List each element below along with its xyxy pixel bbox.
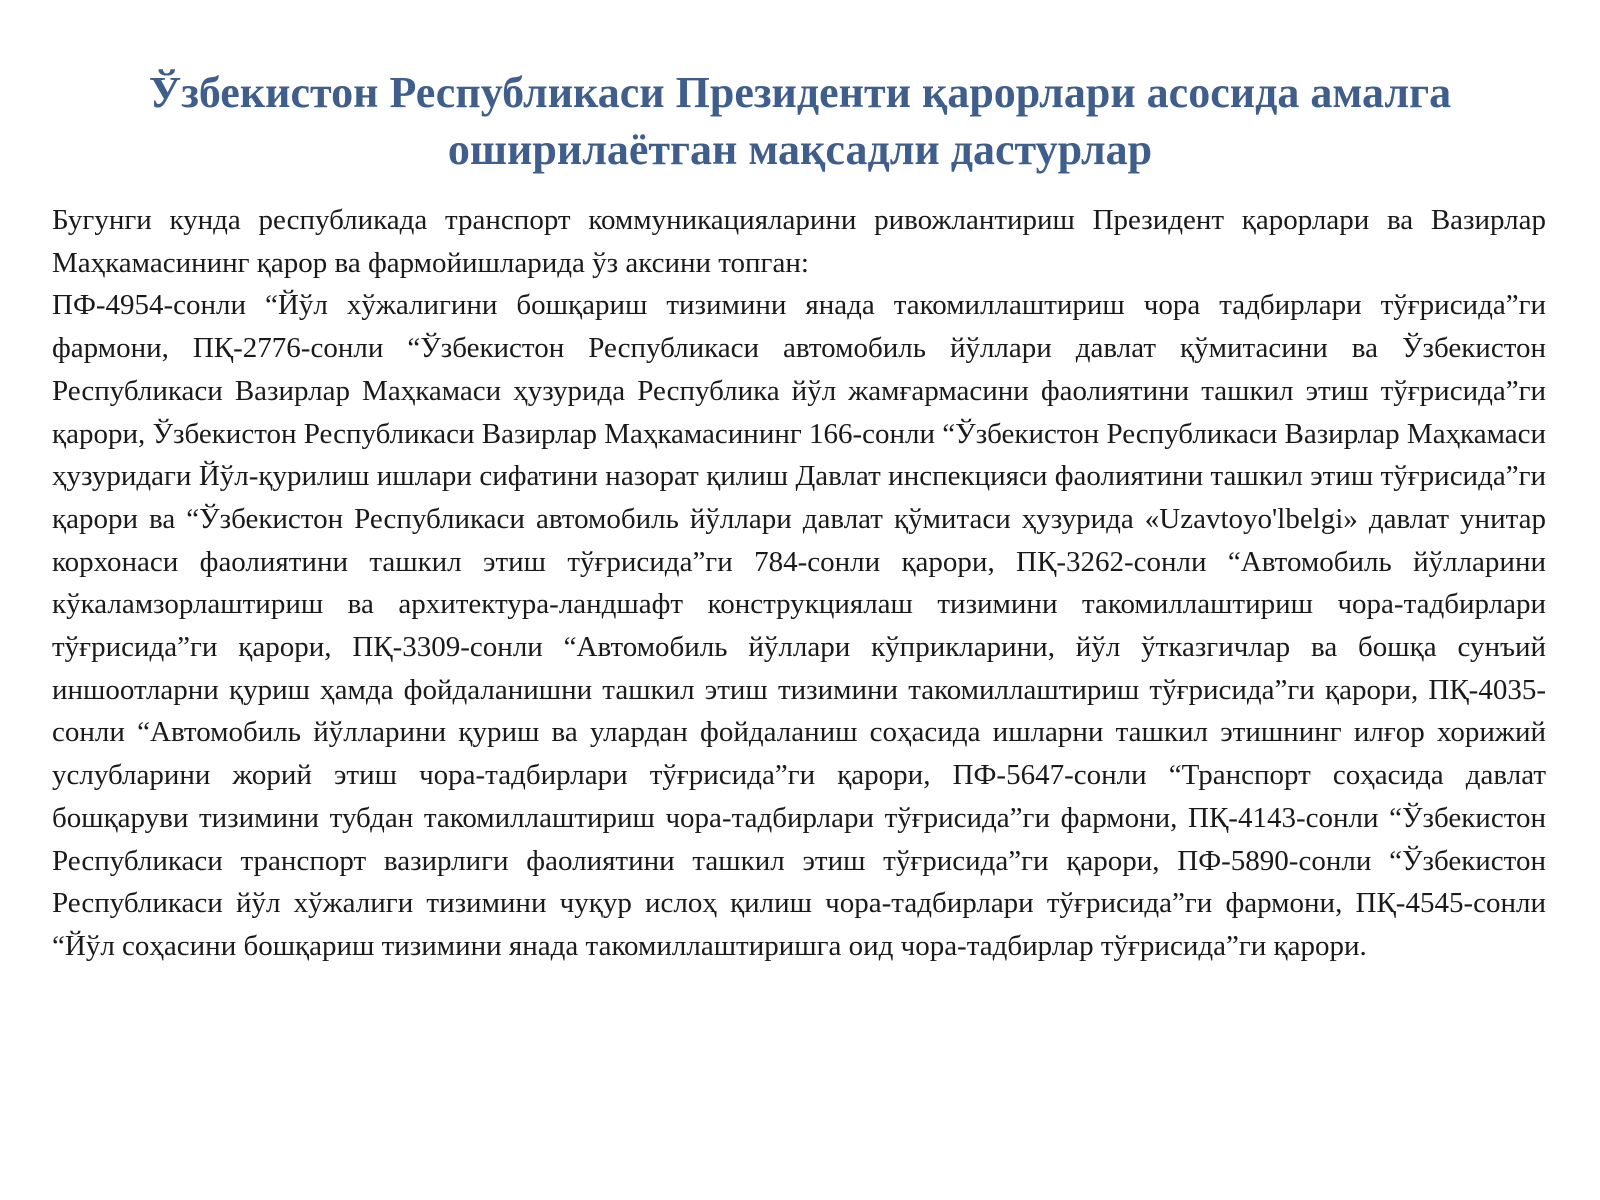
intro-paragraph: Бугунги кунда республикада транспорт коммуникацияларини ривожлантириш Президент қарорлари ва Вазирлар Маҳкамасининг қарор ва фармойишларида ўз аксини топган: xyxy=(52,204,1546,279)
decrees-paragraph: ПФ-4954-сонли “Йўл хўжалигини бошқариш тизимини янада такомиллаштириш чора тадбирлари тўғрисида”ги фармони, ПҚ-2776-сонли “Ўзбекистон Республикаси автомобиль йўллари давлат қўмитасини ва Ўзбекистон Республикаси Вазирлар Маҳкамаси ҳузурида Республика йўл жамғармасини фаолиятини ташкил этиш тўғрисида”ги қарори, Ўзбекистон Республикаси Вазирлар Маҳкамасининг 166-сонли “Ўзбекистон Республикаси Вазирлар Маҳкамаси ҳузуридаги Йўл-қурилиш ишлари сифатини назорат қилиш Давлат инспекцияси фаолиятини ташкил этиш тўғрисида”ги қарори ва “Ўзбекистон Республикаси автомобиль йўллари давлат қўмитаси ҳузурида «Uzavtoyo'lbelgi» давлат унитар корхонаси фаолиятини ташкил этиш тўғрисида”ги 784-сонли қарори, ПҚ-3262-сонли “Автомобиль йўлларини кўкаламзорлаштириш ва архитектура-ландшафт конструкциялаш тизимини такомиллаштириш чора-тадбирлари тўғрисида”ги қарори, ПҚ-3309-сонли “Автомобиль йўллари кўприкларини, йўл ўтказгичлар ва бошқа сунъий иншоотларни қуриш ҳамда фойдаланишни ташкил этиш тизимини такомиллаштириш тўғрисида”ги қарори, ПҚ-4035-сонли “Автомобиль йўлларини қуриш ва улардан фойдаланиш соҳасида ишларни ташкил этишнинг илғор хорижий услубларини жорий этиш чора-тадбирлари тўғрисида”ги қарори, ПФ-5647-сонли “Транспорт соҳасида давлат бошқаруви тизимини тубдан такомиллаштириш чора-тадбирлари тўғрисида”ги фармони, ПҚ-4143-сонли “Ўзбекистон Республикаси транспорт вазирлиги фаолиятини ташкил этиш тўғрисида”ги қарори, ПФ-5890-сонли “Ўзбекистон Республикаси йўл хўжалиги тизимини чуқур ислоҳ қилиш чора-тадбирлари тўғрисида”ги фармони, ПҚ-4545-сонли “Йўл соҳасини бошқариш тизимини янада такомиллаштиришга оид чора-тадбирлар тўғрисида”ги қарори. xyxy=(52,289,1546,962)
slide-title: Ўзбекистон Республикаси Президенти қарорлари асосида амалга оширилаётган мақсадли дастурлар xyxy=(148,68,1452,174)
slide-body xyxy=(52,199,1546,968)
